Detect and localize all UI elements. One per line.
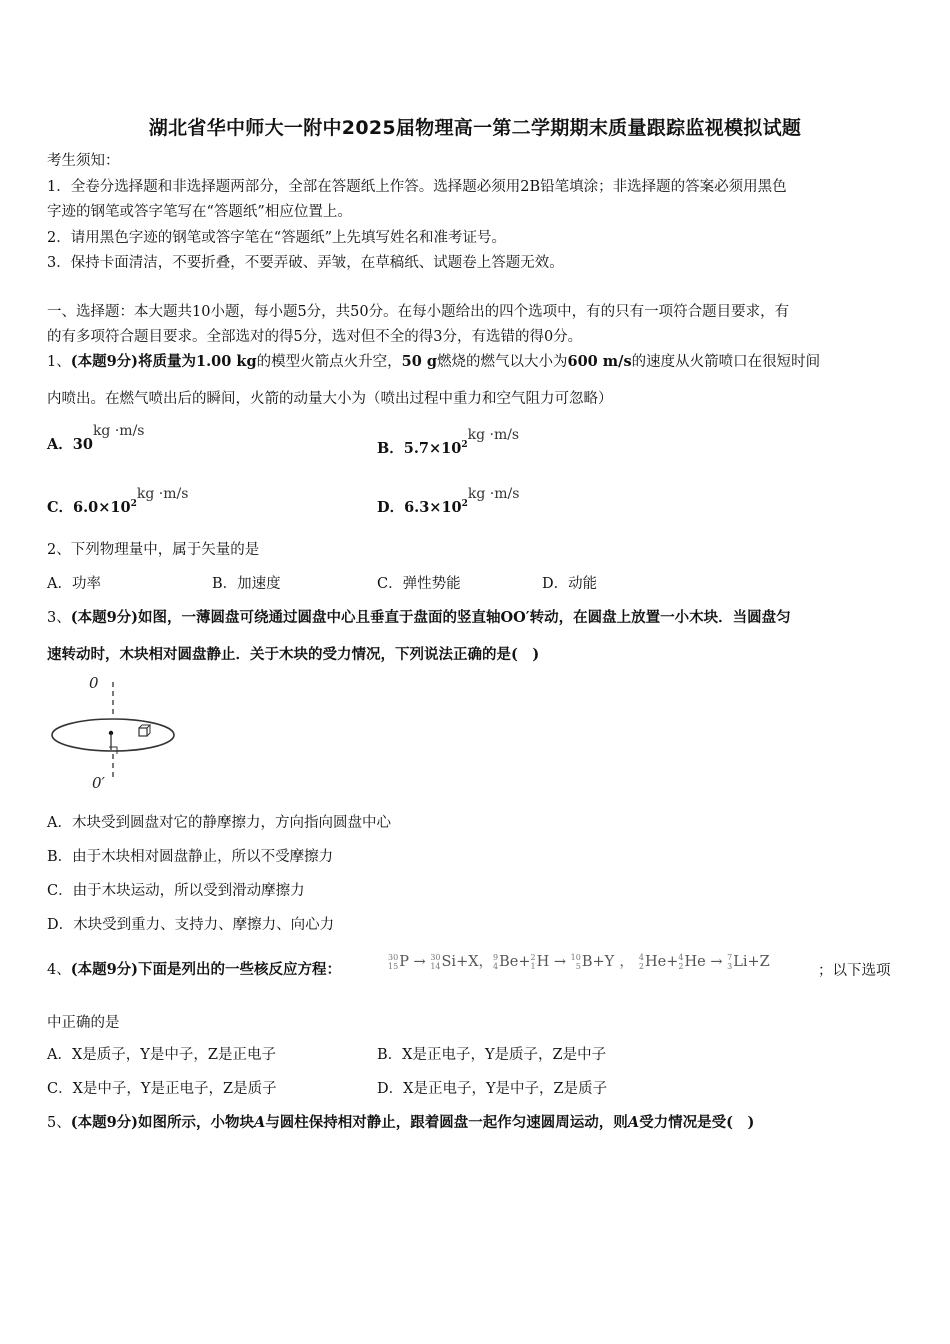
- q3-number: 3、: [47, 610, 71, 626]
- q1-mid1: 的模型火箭点火升空，: [256, 354, 402, 370]
- q5-a1: A: [254, 1114, 266, 1131]
- q5-stem: [47, 1113, 754, 1133]
- q2-option-b[interactable]: B．加速度: [212, 576, 281, 592]
- notice-heading: 考生须知：: [47, 153, 120, 169]
- reaction-sep-2: ，: [619, 954, 634, 970]
- q4-stem: [47, 960, 341, 980]
- wood-block: [139, 728, 147, 736]
- q3-option-c[interactable]: C．由于木块运动，所以受到滑动摩擦力: [47, 883, 305, 899]
- page-title: 湖北省华中师大一附中2025届物理高一第二学期期末质量跟踪监视模拟试题: [148, 117, 802, 139]
- q4-stem-tail: ；以下选项: [818, 963, 891, 979]
- q4-option-a[interactable]: A．X是质子，Y是中子，Z是正电子: [47, 1047, 276, 1063]
- q5-mid: 与圆柱保持相对静止，跟着圆盘一起作匀速圆周运动，则: [265, 1114, 628, 1131]
- q1-unit-b: kg ·m/s: [467, 426, 520, 443]
- notice-line-3: 3．保持卡面清洁，不要折叠，不要弄破、弄皱，在草稿纸、试题卷上答题无效。: [47, 255, 564, 271]
- q3-stem-1: (本题9分)如图，一薄圆盘可绕通过圆盘中心且垂直于盘面的竖直轴OO′转动，在圆盘上放置一小木块．当圆盘匀: [70, 609, 791, 626]
- q1-mass: 1.00 kg: [196, 353, 257, 370]
- wood-block-top: [139, 725, 150, 736]
- q2-option-c[interactable]: C．弹性势能: [377, 576, 461, 592]
- q1-unit-c: kg ·m/s: [136, 485, 189, 502]
- reaction-1: 30 15P → 30 14Si+X: [388, 953, 479, 971]
- q1-mid2: 燃烧的燃气以大小为: [436, 354, 568, 370]
- q1-option-b[interactable]: B．$5.7\times 10^2kg \cdot m/s$: [377, 426, 520, 457]
- q3-option-d[interactable]: D．木块受到重力、支持力、摩擦力、向心力: [47, 917, 335, 933]
- axis-top-label: 0: [89, 674, 99, 692]
- q1-pre: (本题9分)将质量为: [70, 353, 197, 370]
- q1-stem-line2: 内喷出。在燃气喷出后的瞬间，火箭的动量大小为（喷出过程中重力和空气阻力可忽略）: [47, 391, 613, 407]
- q1-option-c[interactable]: C．$6.0\times 10^2kg \cdot m/s$: [47, 485, 189, 516]
- q3-stem-2: 速转动时，木块相对圆盘静止．关于木块的受力情况，下列说法正确的是( ): [47, 646, 540, 663]
- q2-option-d[interactable]: D．动能: [542, 576, 598, 592]
- notice-line-2: 2．请用黑色字迹的钢笔或答字笔在“答题纸”上先填写姓名和准考证号。: [47, 230, 507, 246]
- q1-option-d[interactable]: D．$6.3\times 10^2kg \cdot m/s$: [377, 485, 520, 516]
- q1-unit-a: kg ·m/s: [92, 423, 145, 439]
- reaction-2: 9 4Be+2 1H → 10 5B+Y: [493, 953, 615, 971]
- disk-ellipse: [52, 719, 174, 751]
- q1-number: 1、: [47, 354, 71, 370]
- section-intro-a: 一、选择题：本大题共10小题，每小题5分，共50分。在每小题给出的四个选项中，有的只有一项符合题目要求，有: [47, 304, 790, 320]
- q3-option-a[interactable]: A．木块受到圆盘对它的静摩擦力，方向指向圆盘中心: [47, 815, 391, 831]
- q4-number: 4、: [47, 962, 71, 978]
- notice-line-1b: 字迹的钢笔或答字笔写在“答题纸”相应位置上。: [47, 204, 352, 220]
- q1-stem: [47, 352, 820, 372]
- notice-line-1a: 1．全卷分选择题和非选择题两部分，全部在答题纸上作答。选择题必须用2B铅笔填涂；非选择题的答案必须用黑色: [47, 179, 787, 195]
- q5-a2: A: [627, 1114, 640, 1131]
- q1-mid3: 的速度从火箭喷口在很短时间: [631, 354, 821, 370]
- q3-disk-figure: [47, 672, 187, 801]
- q1-unit-d: kg ·m/s: [467, 485, 520, 502]
- q1-speed: 600 m/s: [567, 353, 632, 370]
- q4-option-b[interactable]: B．X是正电子，Y是质子，Z是中子: [377, 1047, 607, 1063]
- q3-option-b[interactable]: B．由于木块相对圆盘静止，所以不受摩擦力: [47, 849, 334, 865]
- q4-option-c[interactable]: C．X是中子，Y是正电子，Z是质子: [47, 1081, 277, 1097]
- q4-reactions: [388, 950, 770, 971]
- q4-option-d[interactable]: D．X是正电子，Y是中子，Z是质子: [377, 1081, 608, 1097]
- q2-stem: 2、下列物理量中，属于矢量的是: [47, 542, 260, 558]
- rotating-disk-diagram: [47, 672, 187, 797]
- q4-stem-text: (本题9分)下面是列出的一些核反应方程：: [70, 961, 342, 978]
- q4-stem-2: 中正确的是: [47, 1015, 120, 1031]
- section-intro-b: 的有多项符合题目要求。全部选对的得5分，选对但不全的得3分，有选错的得0分。: [47, 329, 583, 345]
- q1-fuel: 50 g: [401, 353, 437, 370]
- q2-option-a[interactable]: A．功率: [47, 576, 101, 592]
- q5-post: 受力情况是受( ): [639, 1114, 755, 1131]
- q5-pre: (本题9分)如图所示，小物块: [70, 1114, 255, 1131]
- q5-number: 5、: [47, 1115, 71, 1131]
- reaction-3: 4 2He+4 2He → 7 3Li+Z: [638, 953, 770, 971]
- reaction-sep-1: ，: [478, 954, 494, 970]
- axis-bottom-label: 0′: [92, 774, 105, 792]
- q3-stem: [47, 608, 791, 628]
- q1-option-a[interactable]: A．30kg ·m/s: [47, 423, 145, 453]
